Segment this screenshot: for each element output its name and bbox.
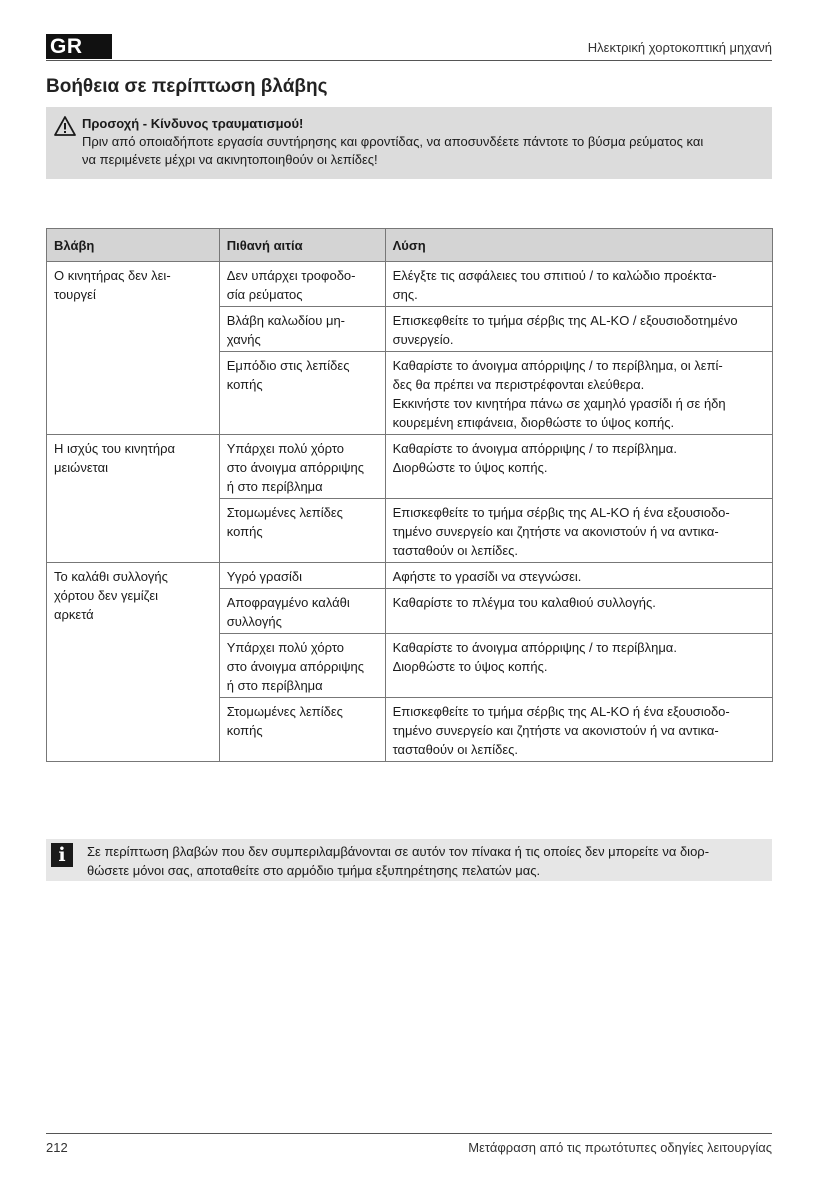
fault-text-line: Η ισχύς του κινητήρα [54, 441, 176, 456]
solution-cell [385, 262, 772, 307]
solution-text-line: Επισκεφθείτε το τμήμα σέρβις της AL-KO ή ένα εξουσιοδο- [392, 505, 730, 520]
table-row [47, 435, 773, 499]
solution-cell [385, 307, 772, 352]
cause-text-line: Εμπόδιο στις λεπίδες [226, 358, 350, 373]
cause-text-line: ή στο περίβλημα [226, 479, 323, 494]
footer-note: Μετάφραση από τις πρωτότυπες οδηγίες λειτουργίας [468, 1140, 772, 1155]
solution-cell [385, 435, 772, 499]
solution-text-line: Ελέγξτε τις ασφάλειες του σπιτιού / το καλώδιο προέκτα- [392, 268, 717, 283]
solution-text-line: Καθαρίστε το άνοιγμα απόρριψης / το περίβλημα. [392, 441, 677, 456]
solution-text-line: τασταθούν οι λεπίδες. [392, 742, 519, 757]
column-header-solution: Λύση [385, 229, 772, 262]
table-row [47, 262, 773, 307]
cause-cell [219, 589, 385, 634]
fault-text-line: Το καλάθι συλλογής [54, 569, 168, 584]
cause-text-line: στο άνοιγμα απόρριψης [226, 659, 364, 674]
info-box [46, 839, 772, 881]
cause-cell [219, 698, 385, 762]
warning-text-line: να περιμένετε μέχρι να ακινητοποιηθούν οι λεπίδες! [82, 152, 378, 167]
page-footer [46, 1133, 772, 1158]
solution-text-line: Διορθώστε το ύψος κοπής. [392, 659, 548, 674]
solution-text-line: κουρεμένη επιφάνεια, διορθώστε το ύψος κοπής. [392, 415, 675, 430]
cause-text-line: κοπής [226, 377, 263, 392]
cause-cell [219, 352, 385, 435]
solution-text-line: Διορθώστε το ύψος κοπής. [392, 460, 548, 475]
fault-text-line: μειώνεται [54, 460, 108, 475]
solution-text-line: τημένο συνεργείο και ζητήστε να ακονιστούν ή να αντικα- [392, 524, 719, 539]
column-header-fault: Βλάβη [47, 229, 220, 262]
solution-text-line: Καθαρίστε το άνοιγμα απόρριψης / το περίβλημα, οι λεπί- [392, 358, 723, 373]
fault-text-line: αρκετά [54, 607, 94, 622]
solution-text-line: τασταθούν οι λεπίδες. [392, 543, 519, 558]
solution-text-line: Εκκινήστε τον κινητήρα πάνω σε χαμηλό γρασίδι ή σε ήδη [392, 396, 726, 411]
fault-text-line: τουργεί [54, 287, 96, 302]
cause-text-line: Στομωμένες λεπίδες [226, 704, 343, 719]
warning-heading: Προσοχή - Κίνδυνος τραυματισμού! [82, 116, 304, 131]
cause-text-line: ή στο περίβλημα [226, 678, 323, 693]
solution-text-line: Καθαρίστε το άνοιγμα απόρριψης / το περίβλημα. [392, 640, 677, 655]
warning-box [46, 107, 772, 179]
solution-cell [385, 634, 772, 698]
solution-cell [385, 499, 772, 563]
cause-text-line: Βλάβη καλωδίου μη- [226, 313, 346, 328]
warning-triangle-icon [54, 116, 76, 136]
solution-cell [385, 352, 772, 435]
info-text-line: Σε περίπτωση βλαβών που δεν συμπεριλαμβάνονται σε αυτόν τον πίνακα ή τις οποίες δεν μπορείτε να διορ- [87, 844, 710, 859]
page-number: 212 [46, 1140, 68, 1155]
solution-cell [385, 563, 772, 589]
fault-cell [47, 435, 220, 563]
table-header-row [47, 229, 773, 262]
cause-text-line: χανής [226, 332, 261, 347]
page-header [46, 34, 772, 61]
cause-text-line: συλλογής [226, 614, 282, 629]
info-text-line: θώσετε μόνοι σας, αποταθείτε στο αρμόδιο τμήμα εξυπηρέτησης πελατών μας. [87, 863, 541, 878]
cause-text-line: Υπάρχει πολύ χόρτο [226, 441, 345, 456]
document-title: Ηλεκτρική χορτοκοπτική μηχανή [587, 40, 772, 55]
warning-text-line: Πριν από οποιαδήποτε εργασία συντήρησης και φροντίδας, να αποσυνδέετε πάντοτε το βύσμα ρεύματος και [82, 134, 704, 149]
solution-text-line: Καθαρίστε το πλέγμα του καλαθιού συλλογής. [392, 595, 656, 610]
cause-text-line: Υγρό γρασίδι [226, 569, 302, 584]
cause-cell [219, 307, 385, 352]
cause-text-line: Αποφραγμένο καλάθι [226, 595, 350, 610]
cause-cell [219, 634, 385, 698]
fault-text-line: Ο κινητήρας δεν λει- [54, 268, 171, 283]
info-icon: i [51, 843, 73, 867]
cause-cell [219, 563, 385, 589]
solution-cell [385, 698, 772, 762]
fault-text-line: χόρτου δεν γεμίζει [54, 588, 159, 603]
table-row [47, 563, 773, 589]
language-badge: GR [46, 34, 112, 59]
solution-text-line: δες θα πρέπει να περιστρέφονται ελεύθερα. [392, 377, 645, 392]
solution-text-line: Επισκεφθείτε το τμήμα σέρβις της AL-KO ή ένα εξουσιοδο- [392, 704, 730, 719]
solution-text-line: Επισκεφθείτε το τμήμα σέρβις της AL-KO / εξουσιοδοτημένο [392, 313, 738, 328]
solution-text-line: σης. [392, 287, 418, 302]
table-body [47, 262, 773, 762]
solution-cell [385, 589, 772, 634]
solution-text-line: συνεργείο. [392, 332, 454, 347]
cause-cell [219, 499, 385, 563]
fault-cell [47, 563, 220, 762]
troubleshooting-table [46, 228, 773, 762]
cause-text-line: κοπής [226, 723, 263, 738]
fault-cell [47, 262, 220, 435]
solution-text-line: Αφήστε το γρασίδι να στεγνώσει. [392, 569, 582, 584]
column-header-cause: Πιθανή αιτία [219, 229, 385, 262]
solution-text-line: τημένο συνεργείο και ζητήστε να ακονιστούν ή να αντικα- [392, 723, 719, 738]
cause-text-line: Στομωμένες λεπίδες [226, 505, 343, 520]
cause-text-line: Δεν υπάρχει τροφοδο- [226, 268, 356, 283]
cause-cell [219, 262, 385, 307]
cause-text-line: στο άνοιγμα απόρριψης [226, 460, 364, 475]
cause-text-line: Υπάρχει πολύ χόρτο [226, 640, 345, 655]
cause-text-line: σία ρεύματος [226, 287, 303, 302]
section-title: Βοήθεια σε περίπτωση βλάβης [46, 76, 328, 97]
cause-text-line: κοπής [226, 524, 263, 539]
cause-cell [219, 435, 385, 499]
